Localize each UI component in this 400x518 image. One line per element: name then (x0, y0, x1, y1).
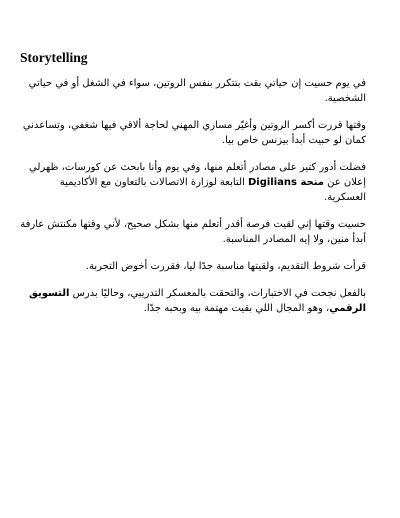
paragraph-6-part-2: ، وهو المجال اللي بقيت مهتمة بيه وبحبه جدًا. (143, 303, 330, 314)
paragraph-4: حسيت وقتها إني لقيت فرصة أقدر أتعلم منها بشكل صحيح، لأني وقتها مكنتش عارفة أبدأ منين، ولا إيه المصادر المناسبة. (20, 219, 366, 245)
paragraph-5: قرأت شروط التقديم، ولقيتها مناسبة جدًا ليا، فقررت أخوض التجربة. (85, 261, 366, 272)
paragraph-3-part-1: فضلت أدور كتير على مصادر أتعلم منها، وفي يوم وأنا بابحث عن كورسات، ظهرلي إعلان عن (29, 162, 366, 188)
paragraph-3-part-2: التابعة لوزارة الاتصالات بالتعاون مع الأكاديمية العسكرية. (59, 177, 366, 203)
paragraph-6-bold-field: التسويق الرقمي (28, 288, 366, 314)
paragraph-3 (20, 160, 366, 205)
paragraph-3-bold-grant: منحة Digilians (247, 177, 324, 188)
paragraph-2: وقتها قررت أكسر الروتين وأغيّر مساري المهني لحاجة ألاقي فيها شغفي، وتساعدني كمان لو حبيت أبدأ بيزنس خاص بيا. (22, 120, 366, 146)
paragraph-1: في يوم حسيت إن حياتي بقت بتتكرر بنفس الروتين، سواء في الشغل أو في حياتي الشخصية. (28, 78, 366, 104)
document-title: Storytelling (20, 50, 88, 65)
paragraph-6-part-1: بالفعل نجحت في الاختبارات، والتحقت بالمعسكر التدريبي، وحاليًا بدرس (69, 288, 366, 299)
document-page (20, 50, 366, 328)
paragraph-6 (20, 286, 366, 316)
